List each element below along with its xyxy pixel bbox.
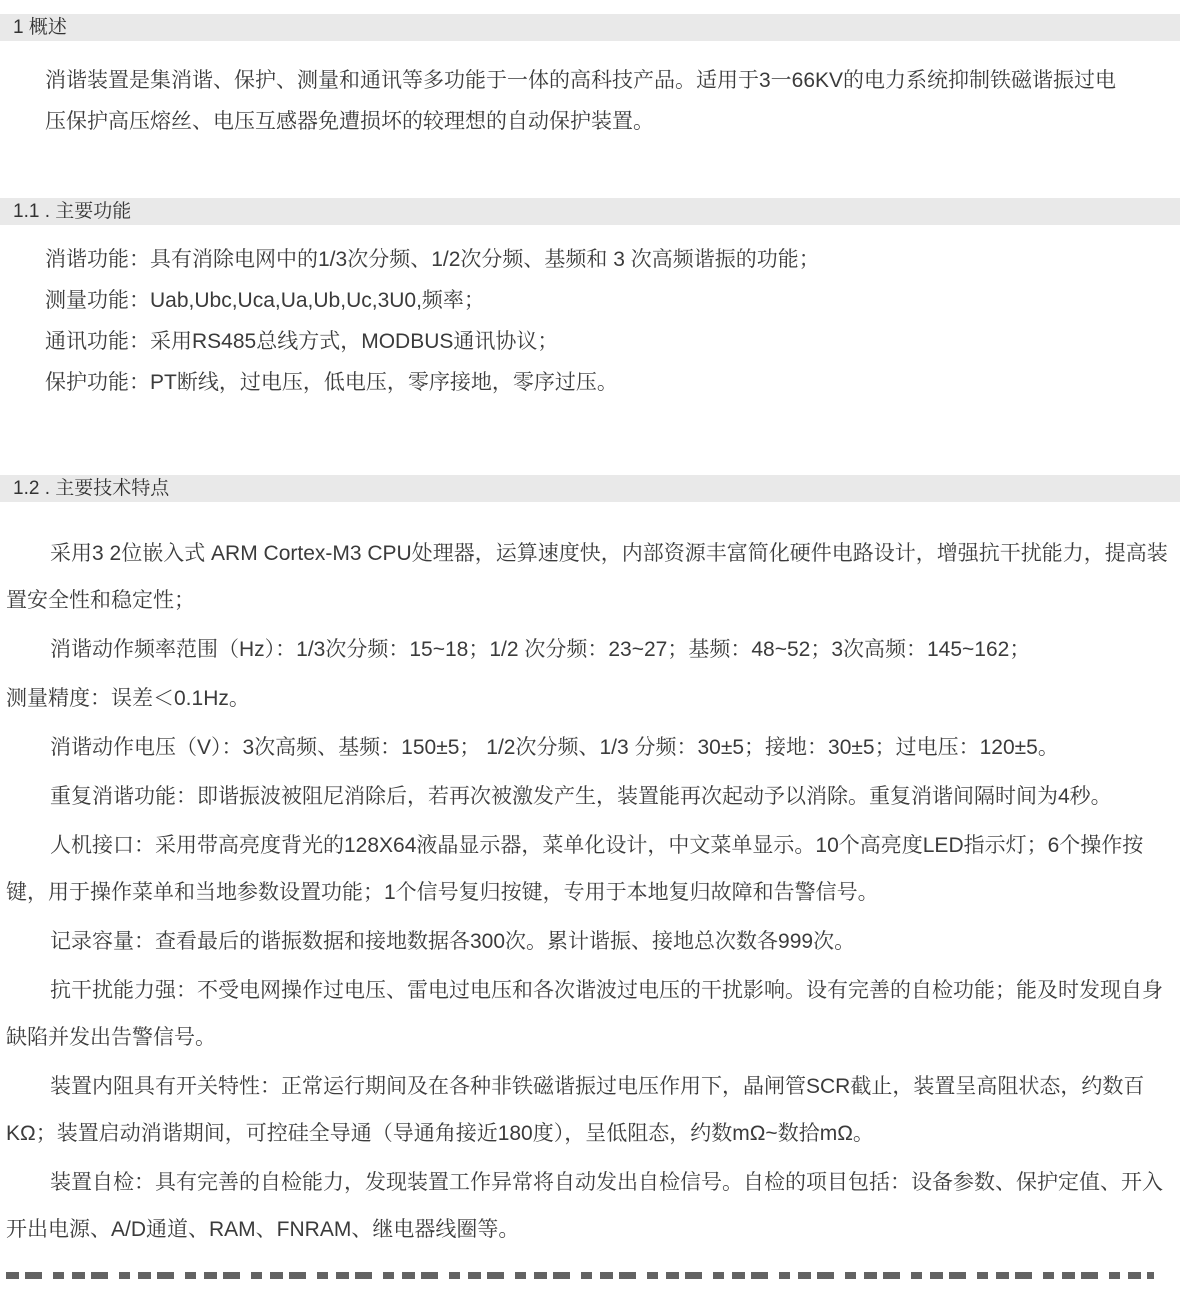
paragraph: 测量功能：Uab,Ubc,Uca,Ua,Ub,Uc,3U0,频率； [45, 289, 485, 312]
section-technical-features [0, 475, 1180, 1253]
document-content [0, 14, 1180, 1253]
paragraph: 测量精度：误差＜0.1Hz。 [6, 687, 250, 710]
paragraph: 装置自检：具有完善的自检能力，发现装置工作异常将自动发出自检信号。自检的项目包括：设备参数、保护定值、开入开出电源、A/D通道、RAM、FNRAM、继电器线圈等。 [6, 1171, 1163, 1241]
cutoff-text-row [6, 1272, 1154, 1279]
paragraph: 装置内阻具有开关特性：正常运行期间及在各种非铁磁谐振过电压作用下，晶闸管SCR截止，装置呈高阻状态，约数百KΩ；装置启动消谐期间，可控硅全导通（导通角接近180度），呈低阻态，约数mΩ~数拾mΩ。 [6, 1075, 1145, 1145]
section-main-functions [0, 198, 1180, 394]
section-heading: 1.2 . 主要技术特点 [0, 475, 1180, 502]
paragraph: 采用3 2位嵌入式 ARM Cortex-M3 CPU处理器，运算速度快，内部资源丰富简化硬件电路设计，增强抗干扰能力，提高装置安全性和稳定性； [6, 542, 1168, 612]
section-heading: 1 概述 [0, 14, 1180, 41]
paragraph: 重复消谐功能：即谐振波被阻尼消除后，若再次被激发产生，装置能再次起动予以消除。重复消谐间隔时间为4秒。 [50, 785, 1112, 808]
paragraph: 抗干扰能力强：不受电网操作过电压、雷电过电压和各次谐波过电压的干扰影响。设有完善的自检功能；能及时发现自身缺陷并发出告警信号。 [6, 979, 1163, 1049]
paragraph: 消谐动作电压（V）：3次高频、基频：150±5； 1/2次分频、1/3 分频：30±5；接地：30±5；过电压：120±5。 [50, 736, 1059, 759]
paragraph: 人机接口：采用带高亮度背光的128X64液晶显示器，菜单化设计，中文菜单显示。10个高亮度LED指示灯；6个操作按键，用于操作菜单和当地参数设置功能；1个信号复归按键，专用于本地复归故障和告警信号。 [6, 834, 1144, 904]
paragraph: 消谐动作频率范围（Hz）：1/3次分频：15~18；1/2 次分频：23~27；基频：48~52；3次高频：145~162； [50, 638, 1031, 661]
paragraph: 消谐功能：具有消除电网中的1/3次分频、1/2次分频、基频和 3 次高频谐振的功能； [45, 248, 820, 271]
paragraph: 消谐装置是集消谐、保护、测量和通讯等多功能于一体的高科技产品。适用于3一66KV的电力系统抑制铁磁谐振过电压保护高压熔丝、电压互感器免遭损坏的较理想的自动保护装置。 [45, 69, 1117, 133]
section-overview [0, 14, 1180, 142]
section-heading: 1.1 . 主要功能 [0, 198, 1180, 225]
paragraph: 通讯功能：采用RS485总线方式，MODBUS通讯协议； [45, 330, 559, 353]
paragraph: 记录容量：查看最后的谐振数据和接地数据各300次。累计谐振、接地总次数各999次。 [50, 930, 856, 953]
paragraph: 保护功能：PT断线，过电压，低电压，零序接地，零序过压。 [45, 371, 618, 394]
document-page [0, 14, 1180, 1279]
